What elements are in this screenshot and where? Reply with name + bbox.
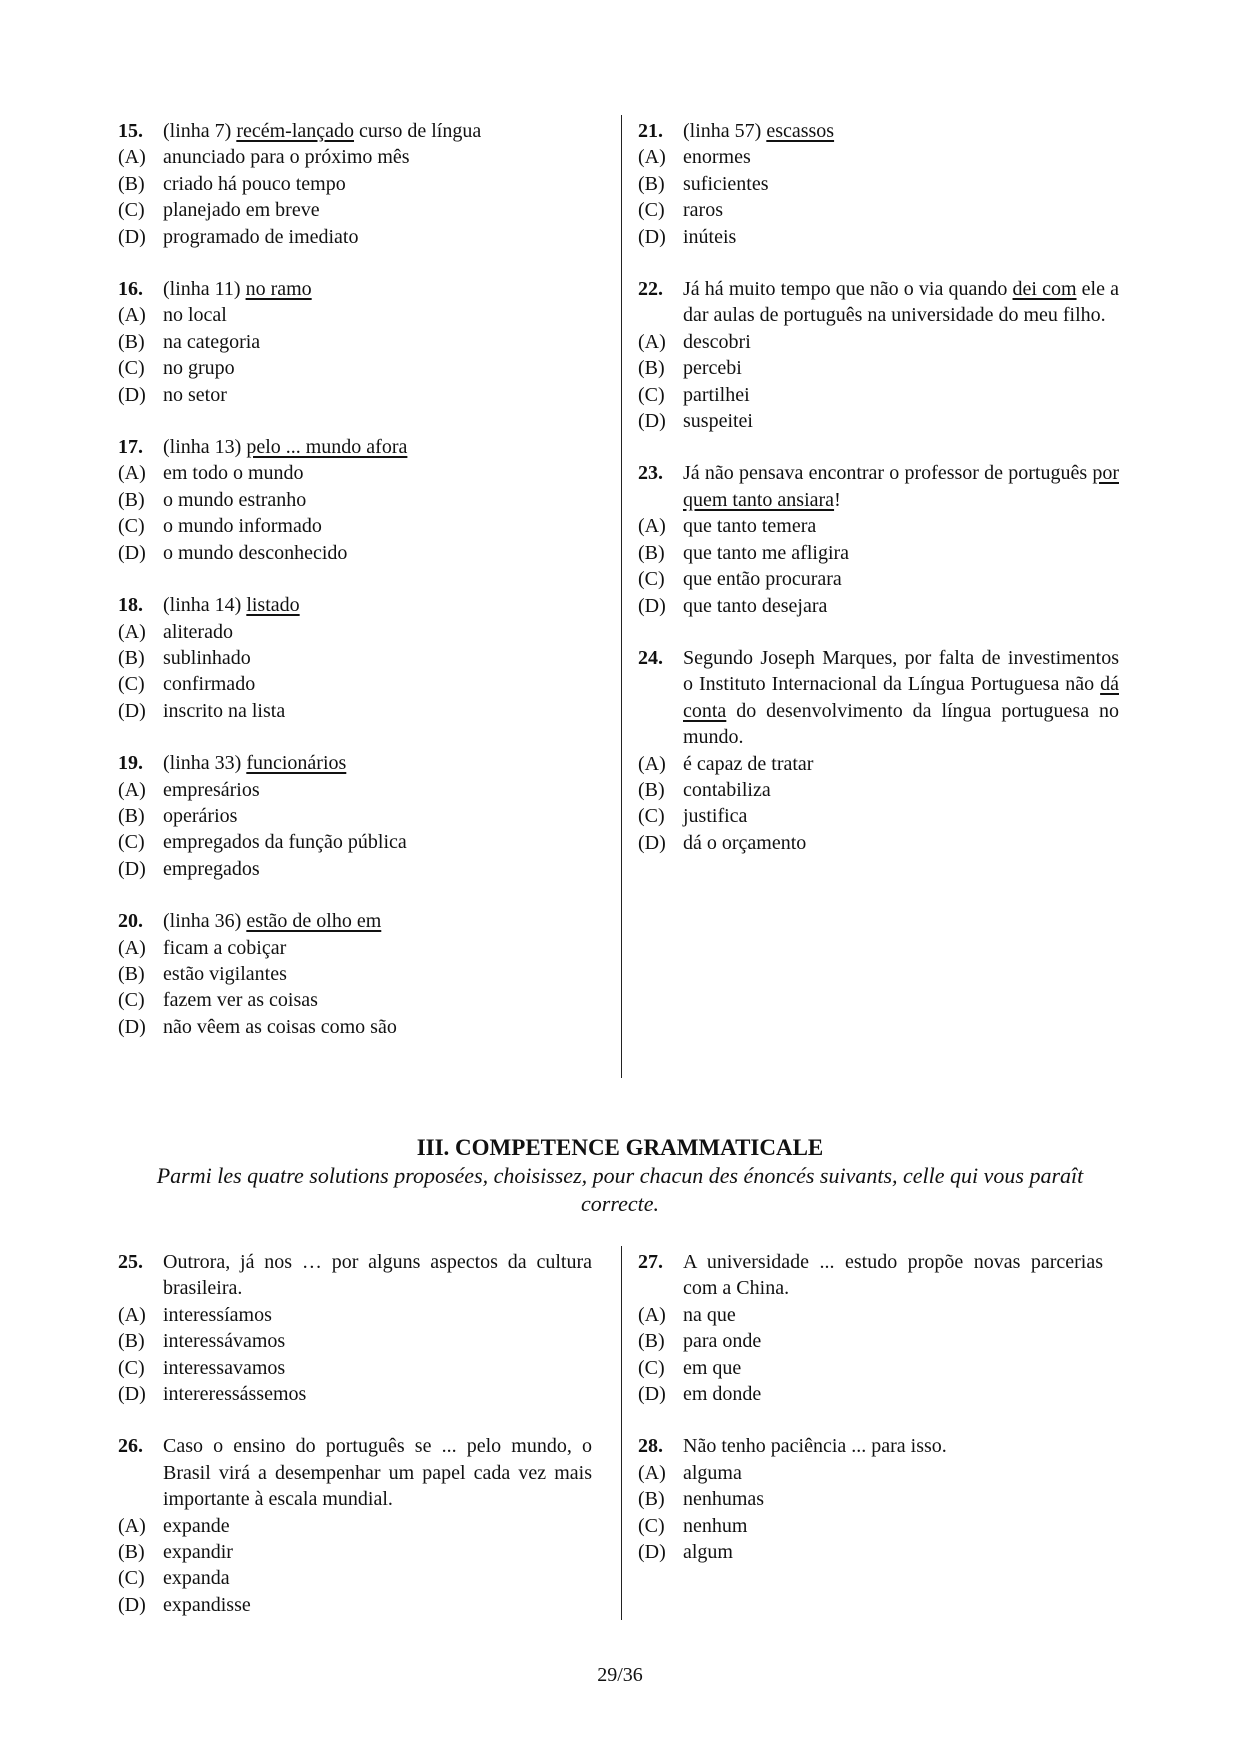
option-letter: (B): [638, 541, 665, 564]
option-letter: (B): [638, 357, 665, 380]
underlined-term: funcionários: [246, 752, 347, 775]
underlined-term: no ramo: [245, 278, 312, 301]
question-number: 26.: [118, 1435, 143, 1458]
option-letter: (C): [638, 383, 665, 406]
option-text: em que: [683, 1356, 742, 1379]
answer-option: [638, 408, 1119, 434]
questions-column-left-bottom: [118, 1249, 592, 1644]
option-text: estão vigilantes: [163, 962, 287, 985]
answer-option: [118, 540, 596, 566]
option-text: expanda: [163, 1567, 230, 1590]
option-letter: (C): [638, 1514, 665, 1537]
option-letter: (A): [638, 146, 666, 169]
option-text: em donde: [683, 1383, 762, 1406]
option-letter: (D): [118, 1383, 146, 1406]
question-text: [683, 118, 1119, 144]
option-letter: (A): [118, 936, 146, 959]
option-text: empregados da função pública: [163, 831, 407, 854]
question-stem: [638, 1433, 1103, 1459]
option-letter: (A): [118, 1303, 146, 1326]
option-letter: (D): [638, 831, 666, 854]
option-text: em todo o mundo: [163, 462, 304, 485]
option-text: contabiliza: [683, 778, 771, 801]
underlined-term: recém-lançado: [236, 120, 355, 142]
option-text: ficam a cobiçar: [163, 936, 287, 959]
question-number: 18.: [118, 594, 143, 617]
questions-column-right-bottom: [638, 1249, 1103, 1591]
answer-option: [118, 671, 596, 697]
answer-option: [118, 1302, 592, 1328]
column-divider-top: [621, 115, 622, 1078]
option-text: na que: [683, 1303, 736, 1326]
answer-option: [118, 1355, 592, 1381]
question-text: [163, 908, 596, 934]
option-text: justifica: [683, 805, 748, 828]
option-text: que tanto me afligira: [683, 541, 850, 564]
question-text: [163, 276, 596, 302]
section-heading: [0, 1134, 1240, 1218]
column-divider-bottom: [621, 1246, 622, 1620]
option-text: que tanto temera: [683, 515, 817, 538]
question-number: 25.: [118, 1251, 143, 1273]
question-text-before: (linha 13): [163, 436, 247, 459]
answer-option: [118, 698, 596, 724]
question: [638, 276, 1119, 434]
question-text: Outrora, já nos … por alguns aspectos da cultura brasileira.: [163, 1251, 592, 1300]
answer-option: [638, 329, 1119, 355]
question: [118, 1433, 592, 1618]
option-letter: (C): [638, 199, 665, 222]
question-text-after: curso de língua: [354, 120, 482, 142]
option-text: é capaz de tratar: [683, 752, 814, 775]
option-letter: (D): [638, 594, 666, 617]
option-text: dá o orçamento: [683, 831, 807, 854]
question-text-before: (linha 7): [163, 120, 237, 142]
option-text: inscrito na lista: [163, 699, 286, 722]
answer-option: [118, 803, 596, 829]
question-number: 28.: [638, 1435, 663, 1458]
option-letter: (A): [638, 330, 666, 353]
question-text: [163, 434, 596, 460]
option-letter: (D): [118, 1593, 146, 1616]
option-letter: (C): [118, 515, 145, 538]
option-text: interessíamos: [163, 1303, 272, 1326]
answer-option: [118, 1513, 592, 1539]
question: [638, 645, 1119, 856]
question-text: [163, 750, 596, 776]
option-text: empregados: [163, 857, 260, 880]
option-letter: (C): [638, 568, 665, 591]
option-letter: (B): [118, 804, 145, 827]
option-letter: (A): [638, 752, 666, 775]
option-text: descobri: [683, 330, 751, 353]
option-text: o mundo informado: [163, 515, 322, 538]
option-text: não vêem as coisas como são: [163, 1015, 397, 1038]
question-text-before: (linha 11): [163, 278, 246, 301]
option-letter: (B): [118, 488, 145, 511]
question-number: 19.: [118, 752, 143, 775]
option-text: para onde: [683, 1330, 762, 1353]
option-text: empresários: [163, 778, 260, 801]
option-letter: (D): [638, 1541, 666, 1564]
option-text: expande: [163, 1514, 230, 1537]
question: [118, 1249, 592, 1407]
underlined-term: dei com: [1012, 278, 1077, 301]
option-text: criado há pouco tempo: [163, 172, 346, 195]
question-text: [683, 645, 1119, 751]
answer-option: [638, 1539, 1103, 1565]
answer-option: [118, 1539, 592, 1565]
question-stem: [638, 645, 1119, 751]
answer-option: [118, 144, 596, 170]
option-letter: (A): [638, 1461, 666, 1484]
section-instruction: Parmi les quatre solutions proposées, choisissez, pour chacun des énoncés suivants, celle qui vous paraît correcte.: [156, 1163, 1084, 1216]
underlined-term: dá conta: [683, 673, 1119, 722]
option-text: enormes: [683, 146, 751, 169]
option-text: programado de imediato: [163, 225, 359, 248]
option-text: confirmado: [163, 673, 256, 696]
question-text: Caso o ensino do português se ... pelo mundo, o Brasil virá a desempenhar um papel cada vez mais importante à escala mundial.: [163, 1435, 592, 1511]
answer-option: [118, 1014, 596, 1040]
answer-option: [118, 1381, 592, 1407]
question-text: [163, 592, 596, 618]
question: [118, 118, 596, 250]
answer-option: [638, 777, 1119, 803]
question-stem: [638, 1249, 1103, 1302]
option-letter: (B): [118, 330, 145, 353]
option-letter: (C): [638, 805, 665, 828]
question: [638, 1249, 1103, 1407]
answer-option: [118, 460, 596, 486]
questions-column-left-top: [118, 118, 596, 1066]
option-text: que então procurara: [683, 568, 842, 591]
option-text: percebi: [683, 357, 742, 380]
question: [118, 908, 596, 1040]
question-stem: [638, 118, 1119, 144]
answer-option: [118, 329, 596, 355]
answer-option: [118, 1565, 592, 1591]
option-letter: (C): [118, 673, 145, 696]
answer-option: [118, 355, 596, 381]
question-stem: [118, 750, 596, 776]
answer-option: [638, 1460, 1103, 1486]
answer-option: [638, 355, 1119, 381]
answer-option: [638, 1486, 1103, 1512]
answer-option: [638, 224, 1119, 250]
question-number: 16.: [118, 278, 143, 301]
option-text: expandir: [163, 1541, 233, 1564]
option-letter: (A): [118, 462, 146, 485]
option-text: nenhum: [683, 1514, 748, 1537]
question-text: [683, 460, 1119, 513]
question-number: 27.: [638, 1251, 663, 1273]
answer-option: [118, 171, 596, 197]
option-text: na categoria: [163, 330, 261, 353]
option-letter: (D): [118, 541, 146, 564]
answer-option: [118, 487, 596, 513]
answer-option: [118, 961, 596, 987]
option-text: operários: [163, 804, 238, 827]
answer-option: [638, 540, 1119, 566]
option-letter: (A): [118, 304, 146, 327]
question: [638, 460, 1119, 618]
question-text-before: (linha 33): [163, 752, 247, 775]
answer-option: [118, 645, 596, 671]
question-stem: [118, 434, 596, 460]
option-letter: (B): [118, 962, 145, 985]
question-stem: [118, 1433, 592, 1512]
page-number: 29/36: [597, 1664, 643, 1686]
question-text-after: do desenvolvimento da língua portuguesa no mundo.: [683, 699, 1119, 749]
question-number: 21.: [638, 120, 663, 142]
option-letter: (D): [118, 1015, 146, 1038]
option-text: suficientes: [683, 172, 769, 195]
question-number: 17.: [118, 436, 143, 459]
option-letter: (B): [118, 646, 145, 669]
answer-option: [118, 856, 596, 882]
underlined-term: pelo ... mundo afora: [246, 436, 408, 459]
answer-option: [638, 382, 1119, 408]
option-letter: (D): [638, 1383, 666, 1406]
question-stem: [638, 276, 1119, 329]
question-number: 23.: [638, 462, 663, 485]
answer-option: [638, 197, 1119, 223]
question-stem: [638, 460, 1119, 513]
answer-option: [638, 830, 1119, 856]
question: [118, 276, 596, 408]
option-text: partilhei: [683, 383, 750, 406]
answer-option: [118, 513, 596, 539]
answer-option: [638, 1381, 1103, 1407]
option-text: raros: [683, 199, 723, 222]
answer-option: [638, 1513, 1103, 1539]
option-letter: (B): [118, 1541, 145, 1564]
question-text: [683, 276, 1119, 329]
option-text: interessavamos: [163, 1356, 286, 1379]
question-number: 20.: [118, 910, 143, 933]
option-letter: (D): [118, 857, 146, 880]
answer-option: [118, 1328, 592, 1354]
question-text-before: (linha 14): [163, 594, 247, 617]
answer-option: [118, 935, 596, 961]
option-text: no grupo: [163, 357, 235, 380]
option-letter: (A): [638, 1303, 666, 1326]
question-text-before: Segundo Joseph Marques, por falta de investimentos o Instituto Internacional da Língua Portuguesa não: [683, 646, 1119, 696]
underlined-term: por quem tanto ansiara: [683, 462, 1119, 511]
option-letter: (A): [118, 1514, 146, 1537]
question-text-after: !: [834, 488, 841, 511]
option-text: no local: [163, 304, 227, 327]
option-letter: (C): [118, 1356, 145, 1379]
answer-option: [638, 566, 1119, 592]
question-text-before: (linha 36): [163, 910, 247, 933]
option-letter: (B): [118, 172, 145, 195]
question-stem: [118, 118, 596, 144]
option-letter: (A): [118, 146, 146, 169]
underlined-term: estão de olho em: [246, 910, 382, 933]
question: [118, 434, 596, 566]
option-text: no setor: [163, 383, 227, 406]
option-text: o mundo estranho: [163, 488, 307, 511]
option-letter: (B): [638, 1330, 665, 1353]
option-letter: (D): [118, 383, 146, 406]
option-letter: (A): [118, 778, 146, 801]
underlined-term: listado: [246, 594, 300, 617]
question-stem: [118, 908, 596, 934]
answer-option: [638, 593, 1119, 619]
question: [118, 592, 596, 724]
answer-option: [118, 1592, 592, 1618]
option-letter: (C): [118, 357, 145, 380]
option-letter: (C): [118, 199, 145, 222]
option-text: algum: [683, 1541, 733, 1564]
question-text-after: ele a dar aulas de português na universidade do meu filho.: [683, 278, 1119, 327]
option-text: fazem ver as coisas: [163, 989, 318, 1012]
option-letter: (C): [118, 989, 145, 1012]
option-text: interessávamos: [163, 1330, 286, 1353]
option-text: que tanto desejara: [683, 594, 828, 617]
answer-option: [118, 224, 596, 250]
option-text: expandisse: [163, 1593, 251, 1616]
option-letter: (A): [638, 515, 666, 538]
answer-option: [638, 1355, 1103, 1381]
answer-option: [118, 777, 596, 803]
question-text-before: (linha 57): [683, 120, 767, 142]
option-letter: (B): [118, 1330, 145, 1353]
question: [638, 1433, 1103, 1565]
question-text: Não tenho paciência ... para isso.: [683, 1435, 947, 1458]
answer-option: [638, 171, 1119, 197]
option-text: alguma: [683, 1461, 742, 1484]
question-number: 15.: [118, 120, 143, 142]
answer-option: [638, 803, 1119, 829]
question-text: [163, 118, 596, 144]
answer-option: [638, 144, 1119, 170]
option-text: anunciado para o próximo mês: [163, 146, 410, 169]
answer-option: [118, 302, 596, 328]
answer-option: [118, 382, 596, 408]
option-text: suspeitei: [683, 410, 753, 433]
option-letter: (D): [638, 410, 666, 433]
question-text-before: Já não pensava encontrar o professor de português: [683, 462, 1093, 485]
option-text: nenhumas: [683, 1488, 765, 1511]
option-text: sublinhado: [163, 646, 251, 669]
option-text: aliterado: [163, 620, 233, 643]
option-letter: (C): [118, 831, 145, 854]
option-text: o mundo desconhecido: [163, 541, 348, 564]
option-letter: (A): [118, 620, 146, 643]
question-text-before: Já há muito tempo que não o via quando: [683, 278, 1013, 301]
underlined-term: escassos: [766, 120, 835, 142]
answer-option: [118, 197, 596, 223]
questions-column-right-top: [638, 118, 1119, 882]
question: [118, 750, 596, 882]
question-number: 24.: [638, 646, 663, 669]
option-letter: (B): [638, 172, 665, 195]
option-letter: (C): [638, 1356, 665, 1379]
option-letter: (D): [118, 699, 146, 722]
section-title: III. COMPETENCE GRAMMATICALE: [416, 1135, 824, 1160]
option-letter: (B): [638, 778, 665, 801]
option-letter: (D): [638, 225, 666, 248]
answer-option: [638, 513, 1119, 539]
answer-option: [118, 987, 596, 1013]
question-number: 22.: [638, 278, 663, 301]
question-stem: [118, 592, 596, 618]
option-text: intereressássemos: [163, 1383, 307, 1406]
answer-option: [118, 829, 596, 855]
question-stem: [118, 276, 596, 302]
option-letter: (B): [638, 1488, 665, 1511]
option-text: inúteis: [683, 225, 737, 248]
question: [638, 118, 1119, 250]
answer-option: [638, 1302, 1103, 1328]
answer-option: [638, 1328, 1103, 1354]
answer-option: [118, 619, 596, 645]
option-text: planejado em breve: [163, 199, 320, 222]
question-stem: [118, 1249, 592, 1302]
option-letter: (C): [118, 1567, 145, 1590]
question-text: A universidade ... estudo propõe novas parcerias com a China.: [683, 1251, 1103, 1300]
option-letter: (D): [118, 225, 146, 248]
answer-option: [638, 751, 1119, 777]
